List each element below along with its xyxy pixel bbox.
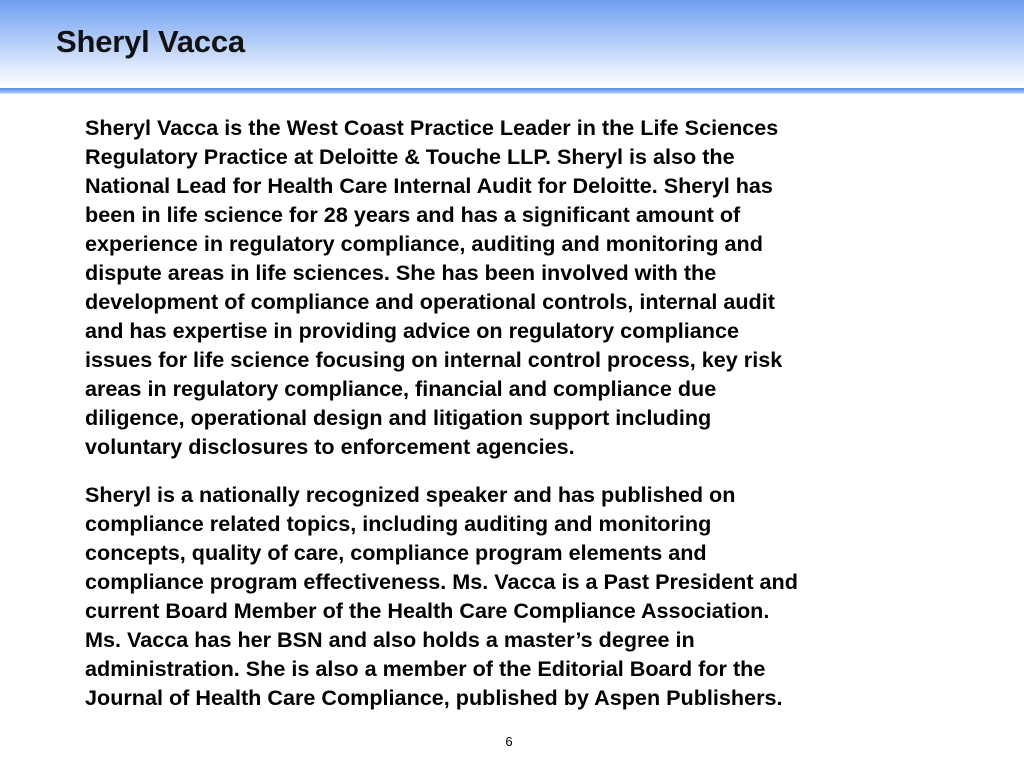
bio-paragraph-1: Sheryl Vacca is the West Coast Practice Leader in the Life Sciences Regulatory Practice at Deloitte & Touche LLP. Sheryl is also the National Lead for Health Care Internal Audit for Deloitte. Sheryl has been in life science for 28 years and has a significant amount of experience in regulatory compliance, auditing and monitoring and dispute areas in life sciences. She has been involved with the development of compliance and operational controls, internal audit and has expertise in providing advice on regulatory compliance issues for life science focusing on internal control process, key risk areas in regulatory compliance, financial and compliance due diligence, operational design and litigation support including voluntary disclosures to enforcement agencies.: [85, 115, 783, 459]
slide-title: Sheryl Vacca: [56, 24, 245, 59]
bio-paragraph-2: Sheryl is a nationally recognized speaker and has published on compliance related topics, including auditing and monitoring concepts, quality of care, compliance program elements and compliance program effectiveness. Ms. Vacca is a Past President and current Board Member of the Health Care Compliance Association. Ms. Vacca has her BSN and also holds a master’s degree in administration. She is also a member of the Editorial Board for the Journal of Health Care Compliance, published by Aspen Publishers.: [85, 482, 798, 710]
slide-body: [85, 113, 945, 712]
page-number: 6: [505, 734, 513, 749]
header-divider: [0, 88, 1024, 94]
